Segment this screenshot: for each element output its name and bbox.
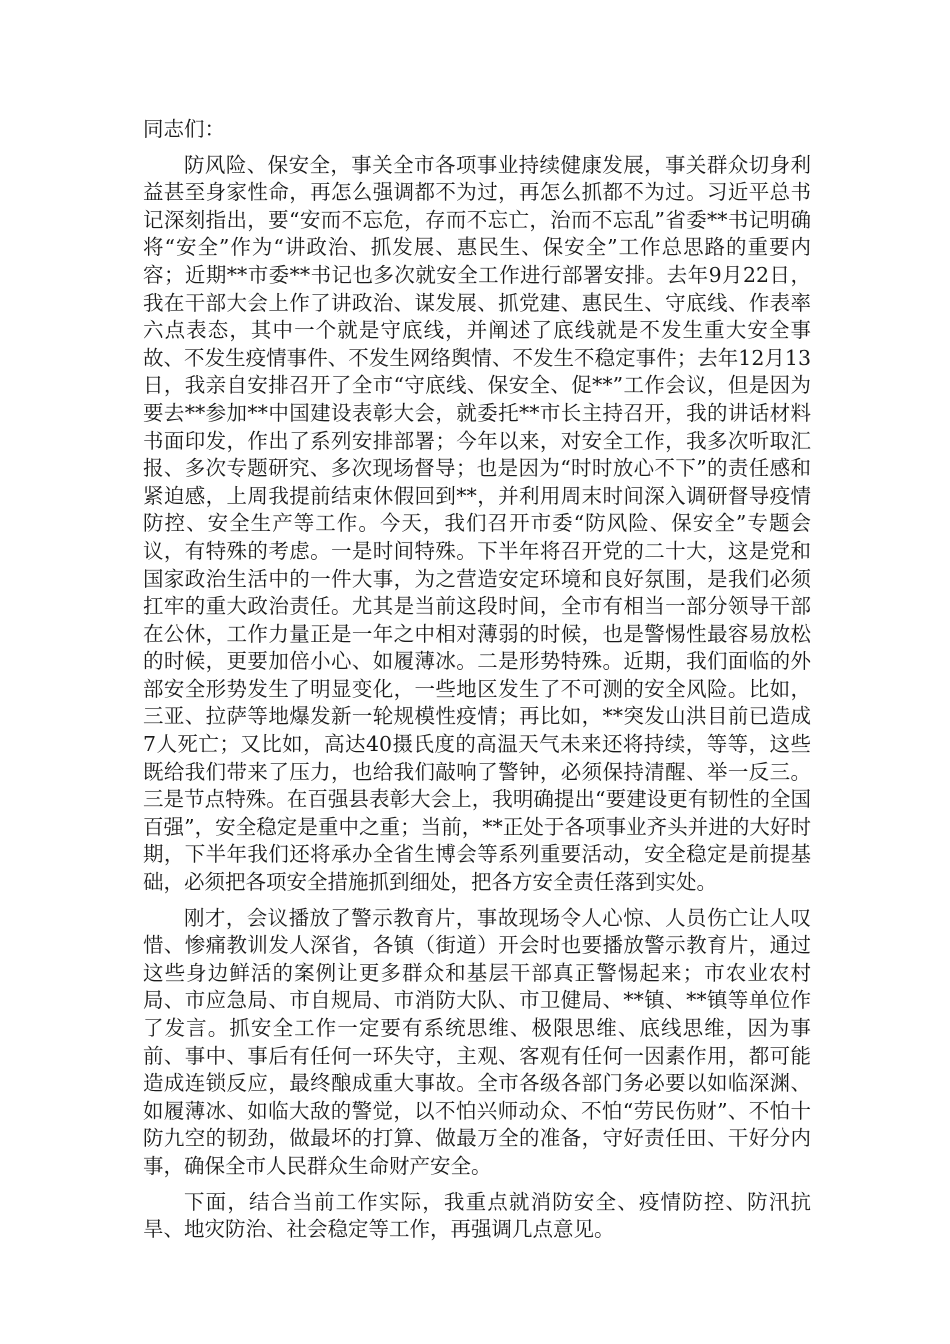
paragraph-3: 下面，结合当前工作实际，我重点就消防安全、疫情防控、防汛抗旱、地灾防治、社会稳定等工作，再强调几点意见。 — [143, 1189, 811, 1242]
salutation: 同志们： — [143, 117, 225, 141]
document-body — [143, 116, 811, 1252]
paragraph-1: 防风险、保安全，事关全市各项事业持续健康发展，事关群众切身利益甚至身家性命，再怎么强调都不为过，再怎么抓都不为过。习近平总书记深刻指出，要“安而不忘危，存而不忘亡，治而不忘乱”省委**书记明确将“安全”作为“讲政治、抓发展、惠民生、保安全”工作总思路的重要内容；近期**市委**书记也多次就安全工作进行部署安排。去年9月22日，我在干部大会上作了讲政治、谋发展、抓党建、惠民生、守底线、作表率六点表态，其中一个就是守底线，并阐述了底线就是不发生重大安全事故、不发生疫情事件、不发生网络舆情、不发生不稳定事件；去年12月13日，我亲自安排召开了全市“守底线、保安全、促**”工作会议，但是因为要去**参加**中国建设表彰大会，就委托**市长主持召开，我的讲话材料书面印发，作出了系列安排部署；今年以来，对安全工作，我多次听取汇报、多次专题研究、多次现场督导；也是因为“时时放心不下”的责任感和紧迫感，上周我提前结束休假回到**，并利用周末时间深入调研督导疫情防控、安全生产等工作。今天，我们召开市委“防风险、保安全”专题会议，有特殊的考虑。一是时间特殊。下半年将召开党的二十大，这是党和国家政治生活中的一件大事，为之营造安定环境和良好氛围，是我们必须扛牢的重大政治责任。尤其是当前这段时间，全市有相当一部分领导干部在公休，工作力量正是一年之中相对薄弱的时候，也是警惕性最容易放松的时候，更要加倍小心、如履薄冰。二是形势特殊。近期，我们面临的外部安全形势发生了明显变化，一些地区发生了不可测的安全风险。比如，三亚、拉萨等地爆发新一轮规模性疫情；再比如，**突发山洪目前已造成7人死亡；又比如，高达40摄氏度的高温天气未来还将持续，等等，这些既给我们带来了压力，也给我们敲响了警钟，必须保持清醒、举一反三。三是节点特殊。在百强县表彰大会上，我明确提出“要建设更有韧性的全国百强”，安全稳定是重中之重；当前，**正处于各项事业齐头并进的大好时期，下半年我们还将承办全省生博会等系列重要活动，安全稳定是前提基础，必须把各项安全措施抓到细处，把各方安全责任落到实处。 — [143, 152, 811, 895]
paragraph-2: 刚才，会议播放了警示教育片，事故现场令人心惊、人员伤亡让人叹惜、惨痛教训发人深省，各镇（街道）开会时也要播放警示教育片，通过这些身边鲜活的案例让更多群众和基层干部真正警惕起来；市农业农村局、市应急局、市自规局、市消防大队、市卫健局、**镇、**镇等单位作了发言。抓安全工作一定要有系统思维、极限思维、底线思维，因为事前、事中、事后有任何一环失守，主观、客观有任何一因素作用，都可能造成连锁反应，最终酿成重大事故。全市各级各部门务必要以如临深渊、如履薄冰、如临大敌的警觉，以不怕兴师动众、不怕“劳民伤财”、不怕十防九空的韧劲，做最坏的打算、做最万全的准备，守好责任田、干好分内事，确保全市人民群众生命财产安全。 — [143, 905, 811, 1178]
